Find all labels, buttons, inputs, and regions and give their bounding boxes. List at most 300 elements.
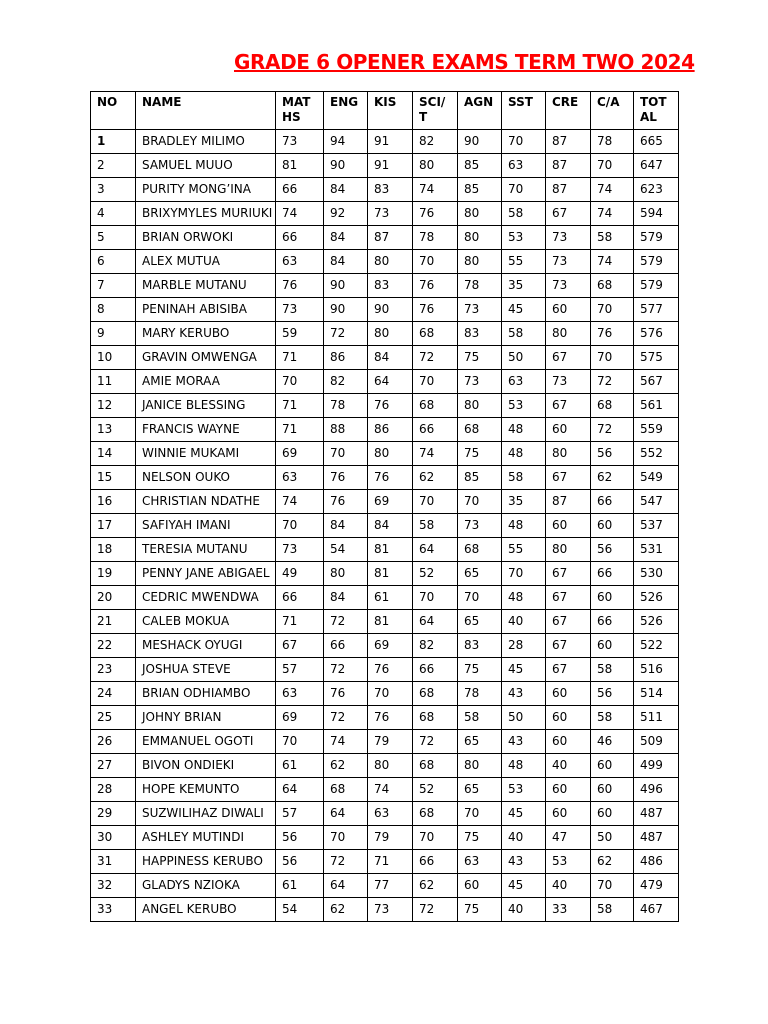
score-cell: 86 bbox=[324, 346, 368, 370]
score-cell: 62 bbox=[413, 466, 458, 490]
table-row bbox=[91, 802, 679, 826]
score-cell: 90 bbox=[324, 154, 368, 178]
column-header: C/A bbox=[591, 92, 634, 130]
score-cell: 85 bbox=[458, 154, 502, 178]
score-cell: 63 bbox=[276, 466, 324, 490]
table-row bbox=[91, 634, 679, 658]
column-header: KIS bbox=[368, 92, 413, 130]
row-number-cell: 30 bbox=[91, 826, 136, 850]
score-cell: 68 bbox=[591, 394, 634, 418]
score-cell: 76 bbox=[368, 466, 413, 490]
score-cell: 62 bbox=[591, 850, 634, 874]
score-cell: 60 bbox=[591, 754, 634, 778]
score-cell: 77 bbox=[368, 874, 413, 898]
score-cell: 547 bbox=[634, 490, 679, 514]
score-cell: 87 bbox=[368, 226, 413, 250]
results-table bbox=[90, 91, 679, 922]
score-cell: 61 bbox=[276, 874, 324, 898]
score-cell: 537 bbox=[634, 514, 679, 538]
row-number-cell: 5 bbox=[91, 226, 136, 250]
score-cell: 40 bbox=[546, 754, 591, 778]
table-row bbox=[91, 346, 679, 370]
score-cell: 72 bbox=[324, 706, 368, 730]
student-name-cell: NELSON OUKO bbox=[136, 466, 276, 490]
column-header: NAME bbox=[136, 92, 276, 130]
column-header: TOT AL bbox=[634, 92, 679, 130]
score-cell: 561 bbox=[634, 394, 679, 418]
score-cell: 575 bbox=[634, 346, 679, 370]
student-name-cell: BRIAN ODHIAMBO bbox=[136, 682, 276, 706]
row-number-cell: 3 bbox=[91, 178, 136, 202]
score-cell: 67 bbox=[276, 634, 324, 658]
table-row bbox=[91, 682, 679, 706]
score-cell: 72 bbox=[324, 322, 368, 346]
score-cell: 81 bbox=[276, 154, 324, 178]
row-number-cell: 16 bbox=[91, 490, 136, 514]
score-cell: 83 bbox=[368, 274, 413, 298]
score-cell: 73 bbox=[458, 514, 502, 538]
table-row bbox=[91, 226, 679, 250]
row-number-cell: 28 bbox=[91, 778, 136, 802]
score-cell: 80 bbox=[368, 322, 413, 346]
score-cell: 70 bbox=[276, 370, 324, 394]
score-cell: 57 bbox=[276, 658, 324, 682]
table-row bbox=[91, 514, 679, 538]
score-cell: 84 bbox=[324, 514, 368, 538]
score-cell: 80 bbox=[458, 226, 502, 250]
score-cell: 78 bbox=[458, 274, 502, 298]
score-cell: 94 bbox=[324, 130, 368, 154]
score-cell: 71 bbox=[368, 850, 413, 874]
score-cell: 62 bbox=[591, 466, 634, 490]
score-cell: 74 bbox=[368, 778, 413, 802]
score-cell: 74 bbox=[276, 202, 324, 226]
score-cell: 45 bbox=[502, 658, 546, 682]
score-cell: 85 bbox=[458, 178, 502, 202]
score-cell: 83 bbox=[368, 178, 413, 202]
score-cell: 60 bbox=[546, 682, 591, 706]
score-cell: 63 bbox=[276, 250, 324, 274]
score-cell: 66 bbox=[413, 418, 458, 442]
row-number-cell: 32 bbox=[91, 874, 136, 898]
score-cell: 75 bbox=[458, 442, 502, 466]
row-number-cell: 21 bbox=[91, 610, 136, 634]
table-row bbox=[91, 706, 679, 730]
score-cell: 73 bbox=[276, 130, 324, 154]
score-cell: 47 bbox=[546, 826, 591, 850]
column-header: NO bbox=[91, 92, 136, 130]
student-name-cell: FRANCIS WAYNE bbox=[136, 418, 276, 442]
score-cell: 88 bbox=[324, 418, 368, 442]
table-row bbox=[91, 298, 679, 322]
row-number-cell: 19 bbox=[91, 562, 136, 586]
table-row bbox=[91, 850, 679, 874]
score-cell: 70 bbox=[458, 490, 502, 514]
score-cell: 63 bbox=[502, 154, 546, 178]
score-cell: 43 bbox=[502, 850, 546, 874]
score-cell: 70 bbox=[458, 586, 502, 610]
score-cell: 71 bbox=[276, 346, 324, 370]
score-cell: 75 bbox=[458, 346, 502, 370]
row-number-cell: 14 bbox=[91, 442, 136, 466]
table-row bbox=[91, 826, 679, 850]
score-cell: 56 bbox=[591, 442, 634, 466]
score-cell: 66 bbox=[276, 226, 324, 250]
score-cell: 80 bbox=[458, 250, 502, 274]
score-cell: 45 bbox=[502, 874, 546, 898]
score-cell: 84 bbox=[324, 226, 368, 250]
table-row bbox=[91, 658, 679, 682]
table-row bbox=[91, 322, 679, 346]
table-row bbox=[91, 130, 679, 154]
score-cell: 75 bbox=[458, 898, 502, 922]
score-cell: 67 bbox=[546, 466, 591, 490]
score-cell: 76 bbox=[591, 322, 634, 346]
score-cell: 559 bbox=[634, 418, 679, 442]
score-cell: 67 bbox=[546, 658, 591, 682]
score-cell: 63 bbox=[502, 370, 546, 394]
score-cell: 60 bbox=[546, 418, 591, 442]
score-cell: 72 bbox=[324, 850, 368, 874]
score-cell: 73 bbox=[276, 538, 324, 562]
table-row bbox=[91, 538, 679, 562]
table-header-row bbox=[91, 92, 679, 130]
score-cell: 75 bbox=[458, 826, 502, 850]
row-number-cell: 27 bbox=[91, 754, 136, 778]
student-name-cell: HOPE KEMUNTO bbox=[136, 778, 276, 802]
score-cell: 35 bbox=[502, 490, 546, 514]
score-cell: 79 bbox=[368, 826, 413, 850]
column-header: MAT HS bbox=[276, 92, 324, 130]
score-cell: 66 bbox=[324, 634, 368, 658]
score-cell: 46 bbox=[591, 730, 634, 754]
score-cell: 72 bbox=[591, 370, 634, 394]
score-cell: 70 bbox=[276, 514, 324, 538]
student-name-cell: JANICE BLESSING bbox=[136, 394, 276, 418]
score-cell: 80 bbox=[324, 562, 368, 586]
score-cell: 53 bbox=[502, 394, 546, 418]
score-cell: 71 bbox=[276, 418, 324, 442]
score-cell: 81 bbox=[368, 562, 413, 586]
score-cell: 73 bbox=[546, 370, 591, 394]
row-number-cell: 24 bbox=[91, 682, 136, 706]
score-cell: 60 bbox=[546, 778, 591, 802]
score-cell: 479 bbox=[634, 874, 679, 898]
score-cell: 62 bbox=[324, 754, 368, 778]
score-cell: 48 bbox=[502, 514, 546, 538]
table-row bbox=[91, 178, 679, 202]
score-cell: 487 bbox=[634, 802, 679, 826]
student-name-cell: MARBLE MUTANU bbox=[136, 274, 276, 298]
score-cell: 531 bbox=[634, 538, 679, 562]
score-cell: 75 bbox=[458, 658, 502, 682]
score-cell: 43 bbox=[502, 682, 546, 706]
score-cell: 70 bbox=[413, 250, 458, 274]
row-number-cell: 1 bbox=[91, 130, 136, 154]
student-name-cell: SUZWILIHAZ DIWALI bbox=[136, 802, 276, 826]
score-cell: 70 bbox=[502, 130, 546, 154]
score-cell: 67 bbox=[546, 586, 591, 610]
column-header: SST bbox=[502, 92, 546, 130]
score-cell: 65 bbox=[458, 562, 502, 586]
table-row bbox=[91, 394, 679, 418]
score-cell: 552 bbox=[634, 442, 679, 466]
score-cell: 60 bbox=[591, 586, 634, 610]
student-name-cell: GLADYS NZIOKA bbox=[136, 874, 276, 898]
score-cell: 72 bbox=[413, 346, 458, 370]
score-cell: 68 bbox=[591, 274, 634, 298]
student-name-cell: ANGEL KERUBO bbox=[136, 898, 276, 922]
score-cell: 56 bbox=[591, 682, 634, 706]
score-cell: 63 bbox=[276, 682, 324, 706]
score-cell: 647 bbox=[634, 154, 679, 178]
score-cell: 594 bbox=[634, 202, 679, 226]
score-cell: 90 bbox=[368, 298, 413, 322]
score-cell: 67 bbox=[546, 202, 591, 226]
column-header: AGN bbox=[458, 92, 502, 130]
table-row bbox=[91, 202, 679, 226]
score-cell: 71 bbox=[276, 610, 324, 634]
score-cell: 58 bbox=[502, 322, 546, 346]
table-row bbox=[91, 442, 679, 466]
student-name-cell: JOSHUA STEVE bbox=[136, 658, 276, 682]
table-row bbox=[91, 778, 679, 802]
score-cell: 66 bbox=[413, 658, 458, 682]
score-cell: 49 bbox=[276, 562, 324, 586]
score-cell: 516 bbox=[634, 658, 679, 682]
student-name-cell: GRAVIN OMWENGA bbox=[136, 346, 276, 370]
row-number-cell: 29 bbox=[91, 802, 136, 826]
column-header: ENG bbox=[324, 92, 368, 130]
score-cell: 78 bbox=[591, 130, 634, 154]
student-name-cell: SAMUEL MUUO bbox=[136, 154, 276, 178]
page-title: GRADE 6 OPENER EXAMS TERM TWO 2024 bbox=[234, 50, 695, 74]
row-number-cell: 8 bbox=[91, 298, 136, 322]
score-cell: 69 bbox=[368, 490, 413, 514]
score-cell: 60 bbox=[591, 634, 634, 658]
score-cell: 72 bbox=[413, 898, 458, 922]
score-cell: 70 bbox=[502, 562, 546, 586]
score-cell: 66 bbox=[413, 850, 458, 874]
score-cell: 68 bbox=[458, 538, 502, 562]
score-cell: 40 bbox=[502, 610, 546, 634]
score-cell: 76 bbox=[276, 274, 324, 298]
score-cell: 74 bbox=[276, 490, 324, 514]
score-cell: 60 bbox=[591, 802, 634, 826]
score-cell: 56 bbox=[276, 850, 324, 874]
score-cell: 579 bbox=[634, 274, 679, 298]
student-name-cell: CALEB MOKUA bbox=[136, 610, 276, 634]
score-cell: 74 bbox=[591, 202, 634, 226]
score-cell: 80 bbox=[546, 322, 591, 346]
score-cell: 82 bbox=[324, 370, 368, 394]
score-cell: 68 bbox=[413, 754, 458, 778]
score-cell: 70 bbox=[368, 682, 413, 706]
score-cell: 58 bbox=[591, 658, 634, 682]
score-cell: 70 bbox=[413, 826, 458, 850]
student-name-cell: PENINAH ABISIBA bbox=[136, 298, 276, 322]
score-cell: 80 bbox=[368, 754, 413, 778]
score-cell: 68 bbox=[413, 394, 458, 418]
student-name-cell: MARY KERUBO bbox=[136, 322, 276, 346]
score-cell: 57 bbox=[276, 802, 324, 826]
score-cell: 90 bbox=[458, 130, 502, 154]
row-number-cell: 23 bbox=[91, 658, 136, 682]
score-cell: 69 bbox=[276, 706, 324, 730]
row-number-cell: 4 bbox=[91, 202, 136, 226]
score-cell: 50 bbox=[502, 346, 546, 370]
score-cell: 63 bbox=[458, 850, 502, 874]
table-row bbox=[91, 586, 679, 610]
row-number-cell: 6 bbox=[91, 250, 136, 274]
score-cell: 80 bbox=[458, 754, 502, 778]
score-cell: 82 bbox=[413, 634, 458, 658]
score-cell: 80 bbox=[368, 250, 413, 274]
score-cell: 48 bbox=[502, 754, 546, 778]
score-cell: 58 bbox=[591, 226, 634, 250]
score-cell: 40 bbox=[502, 898, 546, 922]
table-row bbox=[91, 490, 679, 514]
score-cell: 45 bbox=[502, 802, 546, 826]
score-cell: 80 bbox=[458, 202, 502, 226]
score-cell: 69 bbox=[276, 442, 324, 466]
score-cell: 73 bbox=[546, 274, 591, 298]
score-cell: 70 bbox=[324, 826, 368, 850]
score-cell: 61 bbox=[276, 754, 324, 778]
score-cell: 66 bbox=[591, 490, 634, 514]
score-cell: 467 bbox=[634, 898, 679, 922]
row-number-cell: 2 bbox=[91, 154, 136, 178]
score-cell: 50 bbox=[591, 826, 634, 850]
score-cell: 84 bbox=[368, 346, 413, 370]
table-row bbox=[91, 466, 679, 490]
row-number-cell: 11 bbox=[91, 370, 136, 394]
score-cell: 70 bbox=[458, 802, 502, 826]
score-cell: 70 bbox=[591, 346, 634, 370]
score-cell: 70 bbox=[502, 178, 546, 202]
score-cell: 87 bbox=[546, 154, 591, 178]
score-cell: 60 bbox=[546, 802, 591, 826]
score-cell: 74 bbox=[324, 730, 368, 754]
score-cell: 62 bbox=[324, 898, 368, 922]
score-cell: 48 bbox=[502, 442, 546, 466]
score-cell: 55 bbox=[502, 538, 546, 562]
score-cell: 68 bbox=[324, 778, 368, 802]
student-name-cell: BRIAN ORWOKI bbox=[136, 226, 276, 250]
student-name-cell: WINNIE MUKAMI bbox=[136, 442, 276, 466]
score-cell: 70 bbox=[591, 874, 634, 898]
student-name-cell: BIVON ONDIEKI bbox=[136, 754, 276, 778]
row-number-cell: 7 bbox=[91, 274, 136, 298]
score-cell: 50 bbox=[502, 706, 546, 730]
student-name-cell: PENNY JANE ABIGAEL bbox=[136, 562, 276, 586]
score-cell: 81 bbox=[368, 538, 413, 562]
score-cell: 579 bbox=[634, 250, 679, 274]
score-cell: 526 bbox=[634, 610, 679, 634]
score-cell: 58 bbox=[502, 202, 546, 226]
score-cell: 40 bbox=[546, 874, 591, 898]
score-cell: 486 bbox=[634, 850, 679, 874]
score-cell: 530 bbox=[634, 562, 679, 586]
score-cell: 58 bbox=[458, 706, 502, 730]
score-cell: 65 bbox=[458, 610, 502, 634]
score-cell: 72 bbox=[324, 610, 368, 634]
score-cell: 579 bbox=[634, 226, 679, 250]
score-cell: 60 bbox=[546, 706, 591, 730]
score-cell: 53 bbox=[502, 226, 546, 250]
score-cell: 61 bbox=[368, 586, 413, 610]
score-cell: 76 bbox=[368, 706, 413, 730]
score-cell: 70 bbox=[413, 370, 458, 394]
score-cell: 56 bbox=[276, 826, 324, 850]
table-row bbox=[91, 730, 679, 754]
score-cell: 65 bbox=[458, 730, 502, 754]
score-cell: 59 bbox=[276, 322, 324, 346]
score-cell: 549 bbox=[634, 466, 679, 490]
table-row bbox=[91, 418, 679, 442]
score-cell: 73 bbox=[458, 298, 502, 322]
score-cell: 45 bbox=[502, 298, 546, 322]
score-cell: 33 bbox=[546, 898, 591, 922]
score-cell: 53 bbox=[502, 778, 546, 802]
score-cell: 84 bbox=[324, 250, 368, 274]
score-cell: 487 bbox=[634, 826, 679, 850]
student-name-cell: ALEX MUTUA bbox=[136, 250, 276, 274]
student-name-cell: BRIXYMYLES MURIUKI bbox=[136, 202, 276, 226]
score-cell: 68 bbox=[458, 418, 502, 442]
student-name-cell: AMIE MORAA bbox=[136, 370, 276, 394]
score-cell: 511 bbox=[634, 706, 679, 730]
score-cell: 665 bbox=[634, 130, 679, 154]
row-number-cell: 12 bbox=[91, 394, 136, 418]
score-cell: 90 bbox=[324, 298, 368, 322]
score-cell: 48 bbox=[502, 418, 546, 442]
score-cell: 58 bbox=[591, 706, 634, 730]
score-cell: 48 bbox=[502, 586, 546, 610]
score-cell: 76 bbox=[368, 658, 413, 682]
score-cell: 35 bbox=[502, 274, 546, 298]
score-cell: 514 bbox=[634, 682, 679, 706]
column-header: CRE bbox=[546, 92, 591, 130]
score-cell: 80 bbox=[368, 442, 413, 466]
score-cell: 82 bbox=[413, 130, 458, 154]
student-name-cell: ASHLEY MUTINDI bbox=[136, 826, 276, 850]
row-number-cell: 33 bbox=[91, 898, 136, 922]
column-header: SCI/T bbox=[413, 92, 458, 130]
score-cell: 74 bbox=[591, 178, 634, 202]
score-cell: 67 bbox=[546, 562, 591, 586]
score-cell: 73 bbox=[368, 202, 413, 226]
score-cell: 67 bbox=[546, 610, 591, 634]
score-cell: 80 bbox=[413, 154, 458, 178]
score-cell: 70 bbox=[413, 586, 458, 610]
score-cell: 72 bbox=[324, 658, 368, 682]
score-cell: 526 bbox=[634, 586, 679, 610]
score-cell: 54 bbox=[276, 898, 324, 922]
score-cell: 60 bbox=[591, 778, 634, 802]
score-cell: 43 bbox=[502, 730, 546, 754]
score-cell: 60 bbox=[458, 874, 502, 898]
row-number-cell: 15 bbox=[91, 466, 136, 490]
score-cell: 76 bbox=[368, 394, 413, 418]
score-cell: 65 bbox=[458, 778, 502, 802]
table-row bbox=[91, 154, 679, 178]
score-cell: 58 bbox=[591, 898, 634, 922]
score-cell: 74 bbox=[591, 250, 634, 274]
student-name-cell: BRADLEY MILIMO bbox=[136, 130, 276, 154]
student-name-cell: CEDRIC MWENDWA bbox=[136, 586, 276, 610]
table-row bbox=[91, 274, 679, 298]
